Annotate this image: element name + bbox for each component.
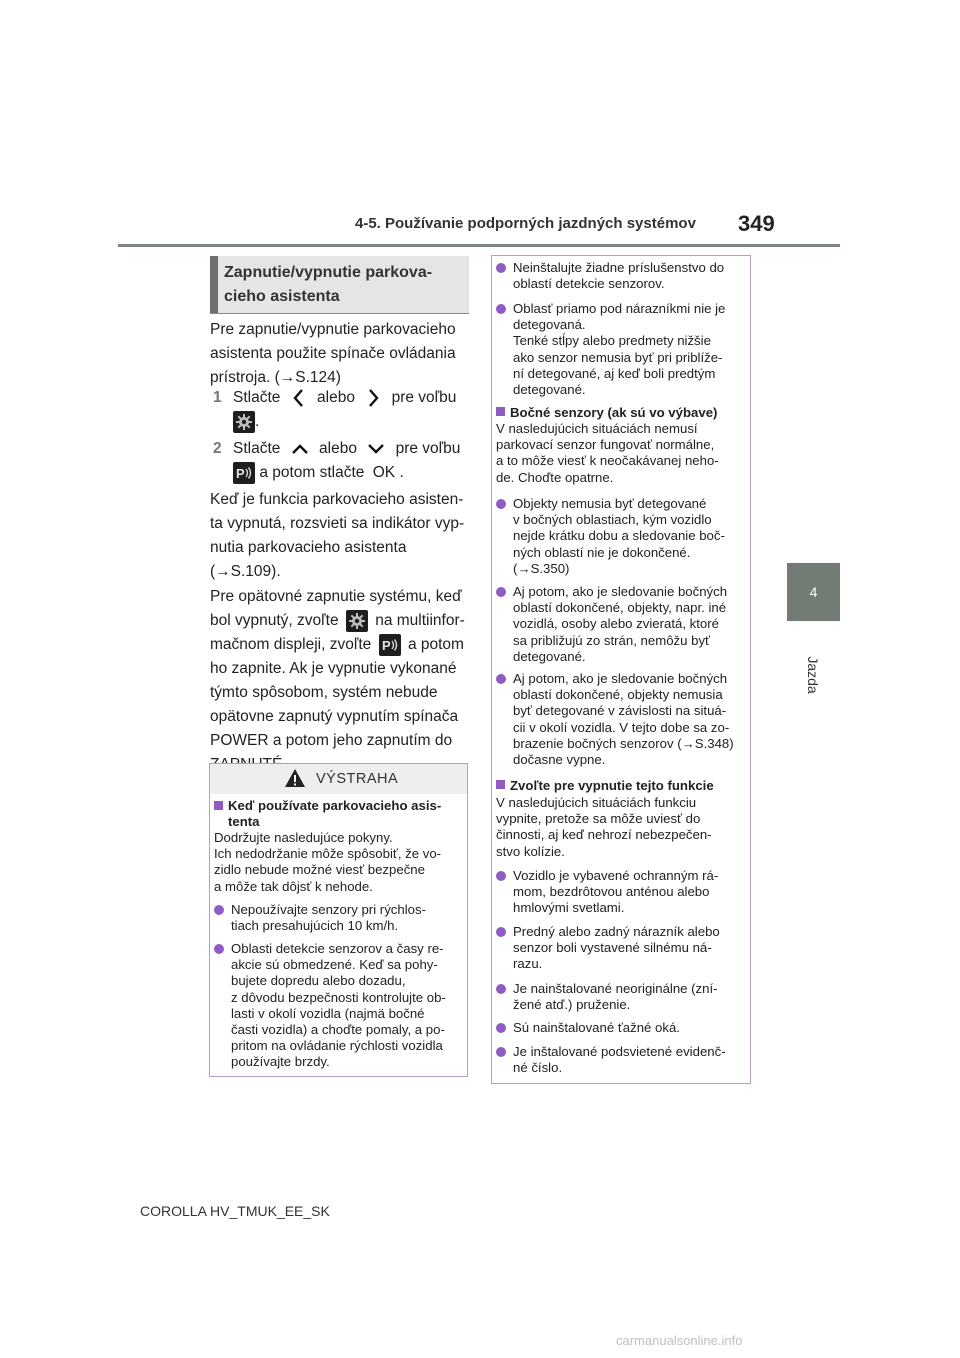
disable-text: V nasledujúcich situáciách funkciu vypnite, pretože sa môže uviesť do činnosti, aj keď nehrozí nebezpečen- stvo kolízie.: [496, 795, 712, 859]
intro-paragraph: Pre zapnutie/vypnutie parkovacieho asistenta použite spínače ovládania prístroja. (→S.124): [210, 321, 456, 386]
svg-text:P: P: [381, 637, 391, 653]
caution-bullet: Aj potom, ako je sledovanie bočných oblastí dokončené, objekty, napr. iné vozidlá, osoby alebo zvieratá, ktoré sa približujú zo strán, nemôžu byť detegované.: [496, 584, 746, 665]
warning-title-bar: [210, 764, 467, 794]
parking-sensor-icon: [233, 462, 255, 484]
warning-text: Dodržujte nasledujúce pokyny. Ich nedodržanie môže spôsobiť, že vo- zidlo nebude možné viesť bezpečne a môže tak dôjsť k nehode.: [214, 830, 442, 894]
step-2: 2 Stlačte alebo pre voľbu P a potom stlačte OK .: [210, 437, 475, 487]
caution-bullet: Oblasť priamo pod nárazníkmi nie je detegovaná. Tenké stĺpy alebo predmety nižšie ako senzor nemusia byť pri priblíže- ní detegované, aj keď boli predtým detegované.: [496, 301, 746, 398]
chapter-number: 4: [809, 584, 818, 600]
caution-bullet: Je inštalované podsvietené evidenč- né číslo.: [496, 1044, 746, 1076]
section-title: 4-5. Používanie podporných jazdných systémov: [355, 215, 696, 232]
chevron-down-icon: [366, 442, 386, 456]
warning-bullet: Oblasti detekcie senzorov a časy re- akcie sú obmedzené. Keď sa pohy- bujete dopredu alebo dozadu, z dôvodu bezpečnosti kontrolujte ob- lasti v okolí vozidla (najmä bočné časti vozidla) a choďte pomaly, a po- pritom na ovládanie rýchlosti vozidla používajte brzdy.: [214, 941, 466, 1071]
disable-heading: Zvoľte pre vypnutie tejto funkcie: [496, 778, 746, 794]
watermark: carmanualsonline.info: [616, 1333, 743, 1348]
warning-bullet: Nepoužívajte senzory pri rýchlos- tiach presahujúcich 10 km/h.: [214, 902, 466, 934]
footer-model-code: COROLLA HV_TMUK_EE_SK: [140, 1203, 330, 1219]
caution-bullet: Objekty nemusia byť detegované v bočných oblastiach, kým vozidlo nejde krátku dobu a sledovanie boč- ných oblastí nie je dokončené. (→S.350): [496, 496, 746, 577]
ok-button-icon: OK: [372, 464, 396, 481]
caution-bullet: Predný alebo zadný nárazník alebo senzor boli vystavené silnému ná- razu.: [496, 924, 746, 973]
reenable-paragraph: Pre opätovné zapnutie systému, keď bol vypnutý, zvoľte na multiinfor- mačnom displeji, zvoľte P a potom ho zapnite. Ak je vypnutie vykonané týmto spôsobom, systém nebude opätovne zapnutý vypnutím spínača POWER a potom jeho zapnutím do: [210, 588, 465, 749]
chapter-tab[interactable]: [787, 563, 840, 621]
caution-bullet: Je nainštalované neoriginálne (zní- žené atď.) pruženie.: [496, 981, 746, 1013]
warning-title: VÝSTRAHA: [316, 771, 399, 787]
side-sensors-heading: Bočné senzory (ak sú vo výbave): [496, 405, 746, 421]
header-divider: [118, 244, 840, 247]
page-number: 349: [738, 211, 775, 236]
feature-heading-text: Zapnutie/vypnutie parkova- cieho asistenta: [224, 264, 433, 305]
svg-text:P: P: [236, 465, 245, 481]
caution-bullet: Neinštalujte žiadne príslušenstvo do oblastí detekcie senzorov.: [496, 260, 746, 292]
settings-gear-icon: [346, 610, 368, 632]
indicator-paragraph: Keď je funkcia parkovacieho asisten- ta vypnutá, rozsvieti sa indikátor vyp- nutia parkovacieho asistenta (→S.109).: [210, 491, 465, 580]
caution-bullet: Sú nainštalované ťažné oká.: [496, 1020, 746, 1036]
feature-heading: [210, 256, 469, 314]
chevron-left-icon: [291, 388, 307, 408]
chapter-name: Jazda: [805, 656, 821, 694]
settings-gear-icon: [233, 411, 255, 433]
caution-bullet: Aj potom, ako je sledovanie bočných oblastí dokončené, objekty nemusia byť detegované v závislosti na situá- cii v okolí vozidla. V tejto dobe sa zo- brazenie bočných senzorov (→S.348) dočasne vypne.: [496, 671, 746, 768]
chevron-right-icon: [365, 388, 381, 408]
caution-bullet: Vozidlo je vybavené ochranným rá- mom, bezdrôtovou anténou alebo hmlovými svetlami.: [496, 868, 746, 917]
heading-underline: [210, 313, 469, 314]
warning-subheading: Keď používate parkovacieho asis- tenta: [214, 798, 466, 830]
step-1: 1 Stlačte alebo pre voľbu .: [210, 386, 475, 436]
side-sensors-text: V nasledujúcich situáciách nemusí parkovací senzor fungovať normálne, a to môže viesť k neočakávanej neho- de. Choďte opatrne.: [496, 421, 719, 485]
parking-sensor-icon: [379, 634, 401, 656]
warning-triangle-icon: [284, 768, 306, 788]
chevron-up-icon: [290, 442, 310, 456]
